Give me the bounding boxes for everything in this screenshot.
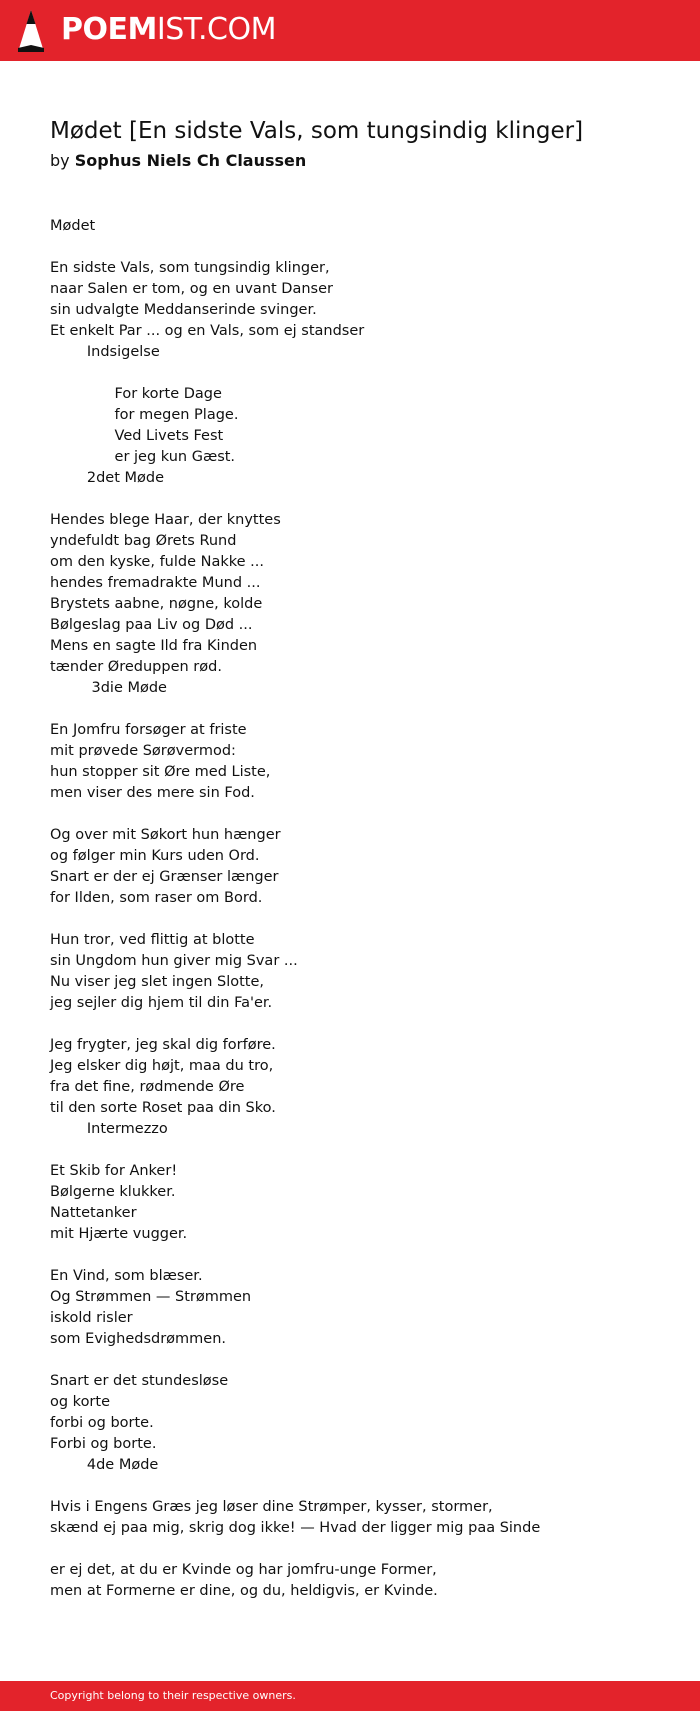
byline bbox=[50, 151, 670, 171]
author-name: Sophus Niels Ch Claussen bbox=[74, 151, 307, 170]
site-logo[interactable] bbox=[61, 11, 276, 49]
poem-body: Mødet En sidste Vals, som tungsindig klinger, naar Salen er tom, og en uvant Danser sin udvalgte Meddanserinde svinger. Et enkelt Par ... og en Vals, som ej standser Indsigelse For korte Dage for megen Plage. Ved Livets Fest er jeg kun Gæst. 2det Møde Hendes blege Haar, der knyttes yndefuldt bag Ørets Rund om den kyske, fulde Nakke ... hendes fremadrakte Mund ... Brystets aabne, nøgne, kolde Bølgeslag paa Liv og Død ... Mens en sagte Ild fra Kinden tænder Øreduppen rød. 3die Møde En Jomfru forsøger at friste mit prøvede Sørøvermod: hun stopper sit Øre med Liste, men viser des mere sin Fod. Og over mit Søkort hun hænger og følger min Kurs uden Ord. Snart er der ej Grænser længer for Ilden, som raser om Bord. Hun tror, ved flittig at blotte sin Ungdom hun giver mig Svar ... Nu viser jeg slet ingen Slotte, jeg sejler dig hjem til din Fa'er. Jeg frygter, jeg skal dig forføre. Jeg elsker dig højt, maa du tro, fra det fine, rødmende Øre til den sorte Roset paa din Sko. Intermezzo Et Skib for Anker! Bølgerne klukker. Nattetanker mit Hjærte vugger. En Vind, som blæser. Og Strømmen — Strømmen iskold risler som Evighedsdrømmen. Snart er det stundesløse og korte forbi og borte. Forbi og borte. 4de Møde Hvis i Engens Græs jeg løser dine Strømper, kysser, stormer, skænd ej paa mig, skrig dog ikke! — Hvad der ligger mig paa Sinde er ej det, at du er Kvinde og har jomfru-unge Former, men at Formerne er dine, og du, heldigvis, er Kvinde. bbox=[50, 218, 541, 1599]
poem-content bbox=[50, 108, 670, 1602]
logo-text-strong: POEM bbox=[61, 12, 157, 47]
site-header bbox=[0, 0, 700, 61]
logo-text-light: IST.COM bbox=[156, 12, 276, 47]
pencil-icon bbox=[18, 10, 44, 52]
copyright-text: Copyright belong to their respective owners. bbox=[50, 1689, 296, 1702]
by-label: by bbox=[50, 151, 70, 170]
poem-title: Mødet [En sidste Vals, som tungsindig klinger] bbox=[50, 118, 584, 144]
site-footer bbox=[0, 1681, 700, 1711]
